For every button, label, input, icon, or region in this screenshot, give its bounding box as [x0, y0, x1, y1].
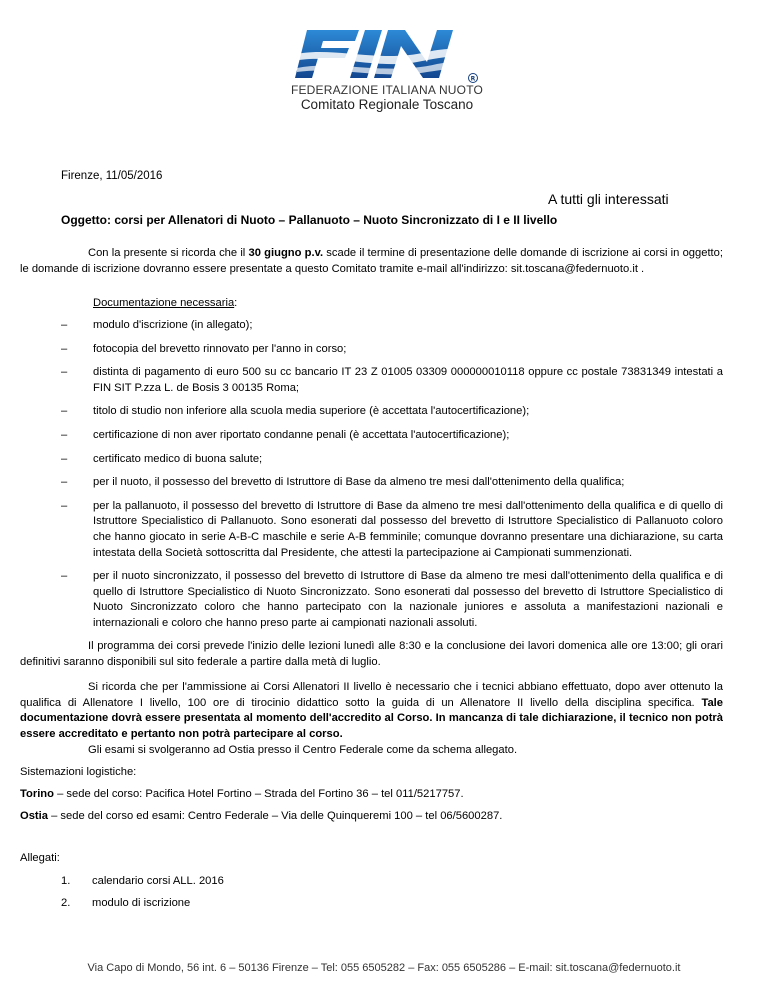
list-item [61, 428, 723, 444]
docs-heading [93, 296, 237, 312]
admission-bold-text: Tale documentazione dovrà essere presentata al momento dell'accredito al Corso. In mancanza di tale dichiarazione, il tecnico non potrà essere accreditato e pertanto non potrà partecipare al corso. [20, 696, 723, 740]
intro-paragraph [20, 246, 723, 277]
deadline: 30 giugno p.v. [248, 247, 324, 259]
fin-logo-graphic [287, 24, 481, 84]
dash-bullet: – [61, 405, 68, 418]
docs-heading-text: Documentazione necessaria [93, 297, 235, 309]
list-item-text: fotocopia del brevetto rinnovato per l'anno in corso; [93, 342, 347, 355]
admission-paragraph [20, 680, 723, 742]
attachment-number: 2. [61, 897, 71, 909]
dash-bullet: – [61, 342, 68, 355]
attachment-text: modulo di iscrizione [92, 897, 191, 909]
ostia-line [20, 809, 502, 825]
dash-bullet: – [61, 319, 68, 331]
list-item-text: modulo d'iscrizione (in allegato); [93, 319, 253, 331]
logistics-heading: Sistemazioni logistiche: [20, 766, 137, 778]
federation-name: FEDERAZIONE ITALIANA NUOTO [290, 83, 484, 97]
intro-part1: Con la presente si ricorda che il [88, 247, 249, 259]
list-item-text: per il nuoto sincronizzato, il possesso del brevetto di Istruttore di Base da almeno tre mesi dall'ottenimento della qualifica e di quello di Istruttore Specialistico di Nuoto Sincronizzato. Sono esonerati dal possesso del brevetto di Istruttore Specialistico di Nuoto Sincronizzato coloro che hanno partecipato con la nazionale juniores e assoluta a manifestazioni nazionali e internazionali e coloro che hanno preso parte ai campionati nazionali assoluti. [93, 570, 723, 629]
recipient-line: A tutti gli interessati [548, 191, 669, 207]
list-item [61, 342, 723, 358]
regional-committee: Comitato Regionale Toscano [300, 97, 474, 112]
dash-bullet: – [61, 452, 68, 465]
list-item [61, 404, 723, 420]
dash-bullet: – [61, 366, 68, 379]
list-item-text: certificato medico di buona salute; [93, 452, 263, 465]
list-item-text: certificazione di non aver riportato condanne penali (è accettata l'autocertificazione); [93, 428, 510, 441]
dash-bullet: – [61, 499, 68, 512]
exams-paragraph: Gli esami si svolgeranno ad Ostia presso il Centro Federale come da schema allegato. [88, 744, 518, 756]
intro-part2: scade il termine di presentazione delle domande di iscrizione ai corsi in oggetto; le domande di iscrizione dovranno essere presentate a questo Comitato tramite e-mail all'indirizzo: sit.toscana@federnuoto.it . [20, 247, 723, 275]
list-item [61, 475, 723, 491]
list-item [61, 452, 723, 468]
attachment-text: calendario corsi ALL. 2016 [92, 875, 224, 887]
date-line: Firenze, 11/05/2016 [61, 170, 163, 182]
attachment-item [61, 874, 70, 890]
ostia-city: Ostia [20, 810, 48, 822]
list-item-text: per la pallanuoto, il possesso del brevetto di Istruttore di Base da almeno tre mesi dall'ottenimento della qualifica e di quello di Istruttore Specialistico di Pallanuoto. Sono esonerati dal possesso del brevetto di Istruttore Specialistico di Pallanuoto coloro che hanno giocato in serie A-B-C maschile e serie A-B femminile; comunque dovranno presentare una dichiarazione, su carta intestata della Società sottoscritta dal Presidente, che attesti la partecipazione ai Campionati summenzionati. [93, 499, 723, 559]
list-item-text: distinta di pagamento di euro 500 su cc bancario IT 23 Z 01005 03309 000000010118 oppure cc postale 73831349 intestati a FIN SIT P.zza L. de Bosis 3 00135 Roma; [93, 366, 723, 394]
list-item [61, 365, 723, 396]
list-item [61, 318, 723, 334]
docs-heading-colon: : [234, 297, 238, 309]
footer-address: Via Capo di Mondo, 56 int. 6 – 50136 Firenze – Tel: 055 6505282 – Fax: 055 6505286 – E-mail: sit.toscana@federnuoto.it [87, 962, 681, 974]
attachments-heading: Allegati: [20, 852, 60, 864]
torino-details: – sede del corso: Pacifica Hotel Fortino – Strada del Fortino 36 – tel 011/5217757. [53, 788, 464, 800]
list-item-text: titolo di studio non inferiore alla scuola media superiore (è accettata l'autocertificazione); [93, 405, 530, 418]
list-item [61, 569, 723, 631]
dash-bullet: – [61, 428, 68, 441]
docs-list [61, 318, 723, 640]
svg-text:R: R [470, 75, 476, 83]
subject-line: Oggetto: corsi per Allenatori di Nuoto – Pallanuoto – Nuoto Sincronizzato di I e II livello [61, 213, 558, 227]
admission-text: Si ricorda che per l'ammissione ai Corsi Allenatori II livello è necessario che i tecnici abbiano effettuato, dopo aver ottenuto la qualifica di Allenatore I livello, 100 ore di tirocinio didattico sotto la guida di un Allenatore II livello della disciplina specifica. [20, 681, 723, 709]
list-item-text: per il nuoto, il possesso del brevetto di Istruttore di Base da almeno tre mesi dall'ottenimento della qualifica; [93, 476, 625, 489]
list-item [61, 499, 723, 561]
dash-bullet: – [61, 476, 68, 489]
program-paragraph: Il programma dei corsi prevede l'inizio delle lezioni lunedì alle 8:30 e la conclusione dei lavori domenica alle ore 13:00; gli orari definitivi saranno disponibili sul sito federale a partire dalla metà di luglio. [20, 640, 723, 668]
dash-bullet: – [61, 570, 68, 583]
torino-city: Torino [20, 788, 54, 800]
fin-logo [287, 24, 481, 84]
torino-line [20, 787, 464, 803]
ostia-details: – sede del corso ed esami: Centro Federale – Via delle Quinqueremi 100 – tel 06/5600287. [47, 810, 503, 822]
attachment-number: 1. [61, 875, 71, 887]
attachment-item [61, 896, 70, 912]
